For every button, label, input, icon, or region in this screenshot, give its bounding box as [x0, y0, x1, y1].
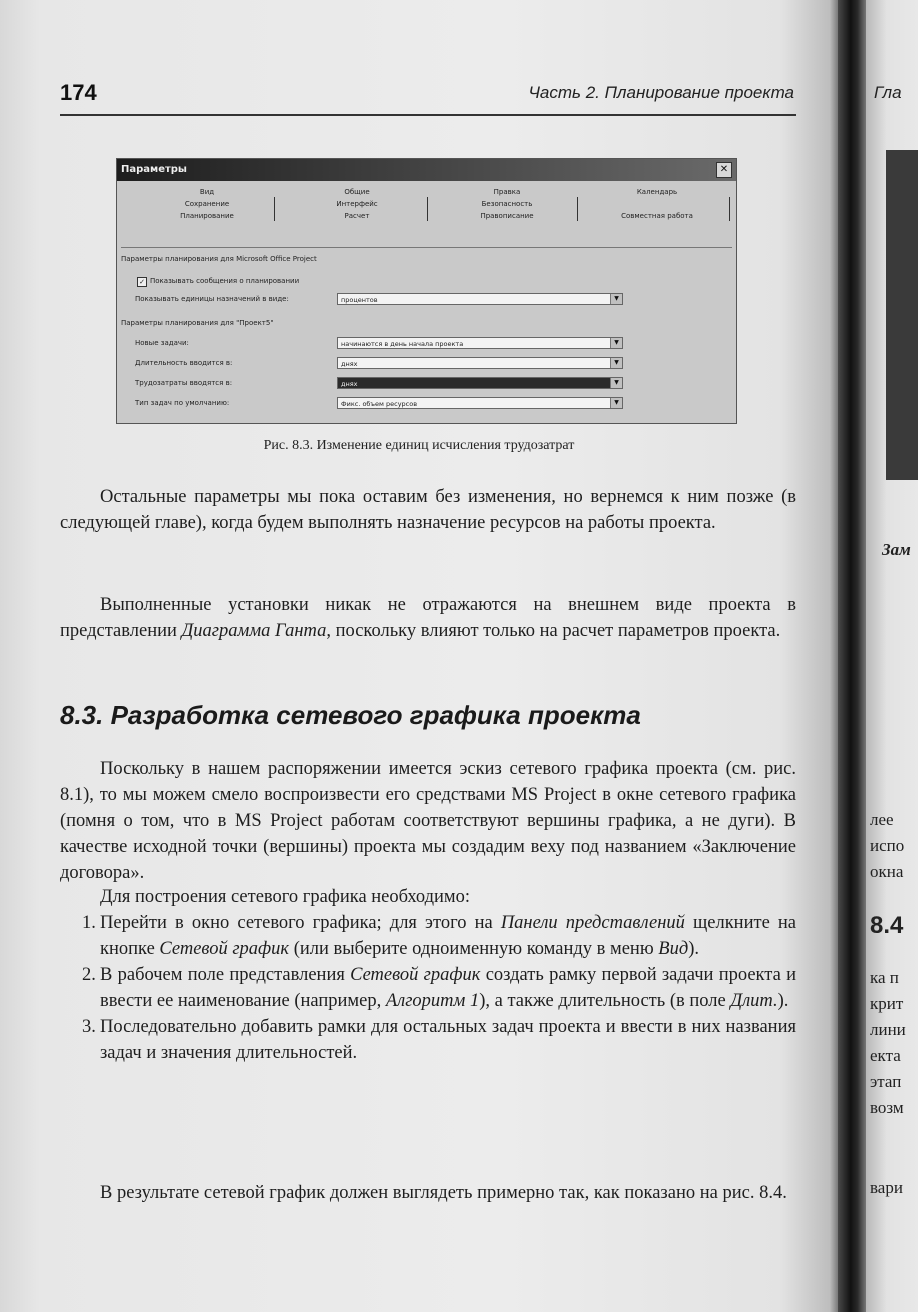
paragraph-5-text: В результате сетевой график должен выглядеть примерно так, как показано на рис. 8.4. [100, 1183, 787, 1203]
tab-general[interactable]: Общие [344, 188, 370, 196]
right-line: ка п [870, 968, 899, 987]
tab-edit[interactable]: Правка [493, 188, 521, 196]
tab-interface[interactable]: Интерфейс [336, 200, 378, 208]
paragraph-2-text-a: Выполненные установки никак не отражаются на внешнем виде проекта в представлении [60, 595, 796, 641]
right-line: окна [870, 862, 904, 881]
chevron-down-icon[interactable]: ▼ [610, 378, 622, 388]
right-line: лини [870, 1020, 906, 1039]
right-screenshot-fragment [886, 150, 918, 480]
list-item-text: ), а также длительность (в поле [479, 991, 731, 1011]
tab-view[interactable]: Вид [199, 188, 215, 196]
new-tasks-value: начинаются в день начала проекта [341, 340, 464, 348]
paragraph-4 [60, 884, 796, 910]
section-heading: 8.3. Разработка сетевого графика проекта [60, 700, 641, 730]
list-item-text: Последовательно добавить рамки для остальных задач проекта и ввести в них названия задач и значения длительностей. [100, 1017, 796, 1063]
dialog-title: Параметры [121, 164, 187, 175]
work-label: Трудозатраты вводятся в: [135, 379, 233, 387]
show-units-value: процентов [341, 296, 378, 304]
right-line: екта [870, 1046, 901, 1065]
right-line: вари [870, 1178, 903, 1197]
paragraph-2 [60, 592, 796, 644]
tab-security[interactable]: Безопасность [481, 200, 533, 208]
list-item [60, 962, 796, 1014]
right-line: крит [870, 994, 904, 1013]
paragraph-2-emphasis: Диаграмма Ганта [181, 621, 327, 641]
list-item-text: ). [688, 939, 700, 959]
list-item-text: ). [777, 991, 789, 1011]
list-item-text: Перейти в окно сетевого графика; для этого на [100, 913, 501, 933]
list-item-number: 3. [82, 1017, 96, 1037]
right-caption: Зам [882, 540, 911, 559]
tab-baseline [121, 247, 732, 248]
parameters-dialog-figure [116, 158, 737, 424]
work-value: днях [341, 380, 358, 388]
paragraph-5 [60, 1180, 796, 1206]
paragraph-1-text: Остальные параметры мы пока оставим без изменения, но вернемся к ним позже (в следующей главе), когда будем выполнять назначение ресурсов на работы проекта. [60, 487, 796, 533]
list-item-text: В рабочем поле представления [100, 965, 351, 985]
dialog-title-bar [117, 159, 736, 181]
figure-caption: Рис. 8.3. Изменение единиц исчисления трудозатрат [263, 438, 575, 453]
list-item-text: (или выберите одноименную команду в меню [289, 939, 659, 959]
work-select[interactable] [337, 377, 623, 389]
list-item-text: создать рамку первой задачи проекта и ввести ее наименование (например, [100, 965, 796, 1011]
tab-separator [577, 197, 578, 221]
chevron-down-icon[interactable]: ▼ [610, 294, 622, 304]
tab-scheduling[interactable]: Планирование [180, 212, 234, 220]
duration-select[interactable] [337, 357, 623, 369]
tab-separator [729, 197, 730, 221]
right-line: этап [870, 1072, 902, 1091]
tab-save[interactable]: Сохранение [184, 200, 230, 208]
list-item-emphasis: Сетевой график [159, 939, 290, 959]
paragraph-4-text: Для построения сетевого графика необходимо: [100, 887, 471, 907]
show-units-select[interactable] [337, 293, 623, 305]
new-tasks-label: Новые задачи: [135, 339, 189, 347]
list-item-emphasis: Алгоритм 1 [385, 991, 480, 1011]
list-item-text: щелкните на кнопке [100, 913, 797, 959]
page-number: 174 [60, 80, 97, 105]
list-item-number: 2. [82, 965, 96, 985]
duration-label: Длительность вводится в: [135, 359, 233, 367]
list-item-emphasis: Панели представлений [500, 913, 685, 933]
book-gutter [838, 0, 866, 1312]
chevron-down-icon[interactable]: ▼ [610, 338, 622, 348]
list-item-emphasis: Длит. [730, 991, 778, 1011]
task-type-select[interactable] [337, 397, 623, 409]
right-page-fragment [866, 0, 918, 1312]
right-heading: 8.4 [870, 912, 904, 939]
right-line: возм [870, 1098, 904, 1117]
tab-separator [427, 197, 428, 221]
right-header: Гла [874, 83, 902, 102]
tab-strip [117, 181, 736, 263]
list-item-emphasis: Сетевой график [350, 965, 481, 985]
show-messages-checkbox[interactable]: ✓ [137, 277, 147, 287]
group-label-office: Параметры планирования для Microsoft Office Project [121, 255, 317, 263]
tab-calendar[interactable]: Календарь [636, 188, 678, 196]
new-tasks-select[interactable] [337, 337, 623, 349]
list-item-number: 1. [82, 913, 96, 933]
right-line: лее [870, 810, 894, 829]
right-line: испо [870, 836, 905, 855]
running-title: Часть 2. Планирование проекта [528, 83, 794, 102]
tab-separator [274, 197, 275, 221]
paragraph-3-text: Поскольку в нашем распоряжении имеется эскиз сетевого графика проекта (см. рис. 8.1), то мы можем смело воспроизвести его средствами MS Project в окне сетевого графика (помня о том, что в MS Project работам соответствуют вершины графика, а не дуги). В качестве исходной точки (вершины) проекта мы создадим веху под названием «Заключение договора». [60, 759, 796, 883]
task-type-label: Тип задач по умолчанию: [135, 399, 230, 407]
header-rule [60, 114, 796, 116]
tab-collaborate[interactable]: Совместная работа [621, 212, 693, 220]
tab-calculation[interactable]: Расчет [344, 212, 370, 220]
close-icon[interactable]: ✕ [716, 162, 732, 178]
list-item [60, 910, 796, 962]
chevron-down-icon[interactable]: ▼ [610, 398, 622, 408]
group-label-project: Параметры планирования для "Проект5" [121, 319, 274, 327]
duration-value: днях [341, 360, 358, 368]
paragraph-2-text-b: , поскольку влияют только на расчет параметров проекта. [326, 621, 781, 641]
list-item [60, 1014, 796, 1066]
chevron-down-icon[interactable]: ▼ [610, 358, 622, 368]
steps-list [60, 910, 796, 1066]
show-units-label: Показывать единицы назначений в виде: [135, 295, 289, 303]
tab-spelling[interactable]: Правописание [480, 212, 534, 220]
show-messages-label: Показывать сообщения о планировании [150, 277, 300, 285]
list-item-emphasis: Вид [658, 939, 689, 959]
paragraph-3 [60, 756, 796, 886]
paragraph-1 [60, 484, 796, 536]
task-type-value: Фикс. объем ресурсов [341, 400, 418, 408]
